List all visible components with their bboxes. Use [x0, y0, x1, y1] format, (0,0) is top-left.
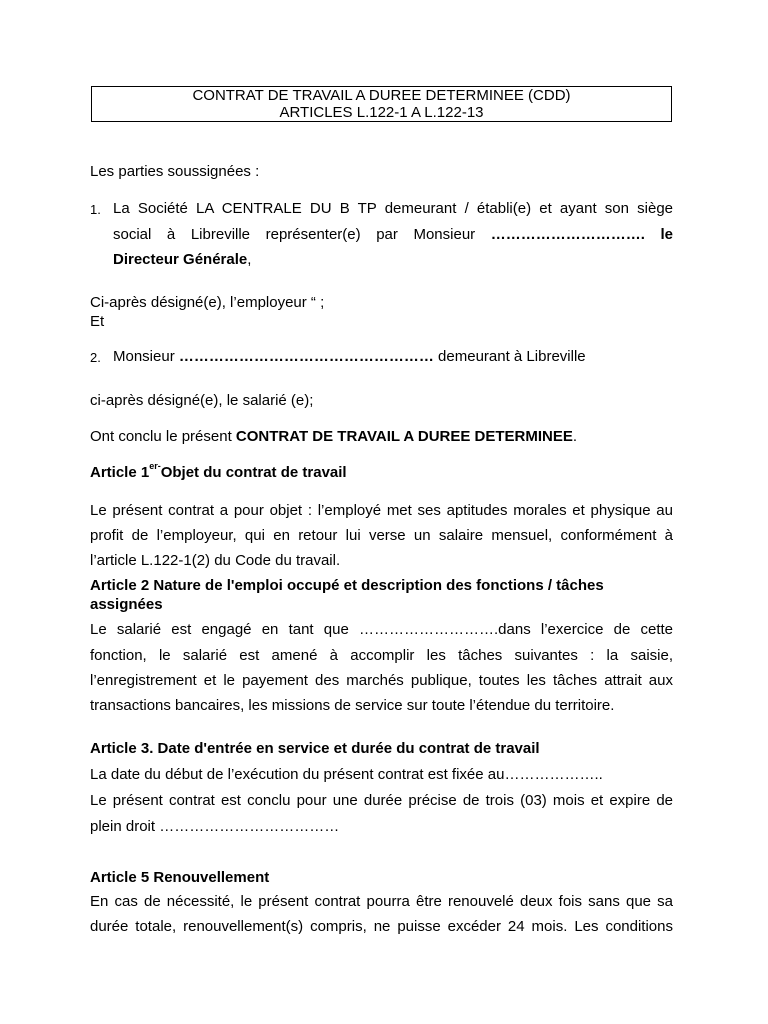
employer-label: Ci-après désigné(e), l’employeur “ ;: [90, 294, 325, 311]
et-label: Et: [90, 313, 105, 330]
article2-heading-line1: Article 2 Nature de l'emploi occupé et description des fonctions / tâches: [90, 577, 604, 594]
employee-label: ci-après désigné(e), le salarié (e);: [90, 392, 314, 409]
article2-line: Le salarié est engagé en tant que ……………………….dans l’exercice de cette: [90, 621, 673, 638]
party1-line3: Directeur Générale,: [113, 251, 252, 268]
party1-line1: La Société LA CENTRALE DU B TP demeurant / établi(e) et ayant son siège: [113, 200, 673, 217]
article1-line: profit de l’employeur, qui en retour lui verse un salaire mensuel, conformément à: [90, 527, 673, 544]
party1-dots: …………………………. le: [490, 226, 673, 243]
title-line-2: ARTICLES L.122-1 A L.122-13: [279, 104, 484, 121]
article2-heading-line2: assignées: [90, 596, 163, 613]
article1-line: Le présent contrat a pour objet : l’employé met ses aptitudes morales et physique au: [90, 502, 673, 519]
party1-number: 1.: [90, 202, 101, 217]
article3-heading: Article 3. Date d'entrée en service et durée du contrat de travail: [90, 740, 540, 757]
parties-intro: Les parties soussignées :: [90, 163, 260, 180]
party1-line2-text: social à Libreville représenter(e) par Monsieur: [113, 226, 476, 243]
article5-line: durée totale, renouvellement(s) compris, ne puisse excéder 24 mois. Les conditions: [90, 918, 673, 935]
party2-line: Monsieur …………………………………………… demeurant à Libreville: [113, 348, 586, 365]
article3-line: La date du début de l’exécution du présent contrat est fixée au………………..: [90, 766, 603, 783]
article2-line: l’enregistrement et le payement des marchés publique, toutes les tâches attrait aux: [90, 672, 673, 689]
article1-line: l’article L.122-1(2) du Code du travail.: [90, 552, 341, 569]
title-box: [91, 86, 672, 122]
article1-heading: Article $1^{er-}Objet$ du contrat de travail: [90, 461, 347, 481]
title-line-1: CONTRAT DE TRAVAIL A DUREE DETERMINEE (CDD): [192, 87, 571, 104]
party2-number: 2.: [90, 350, 101, 365]
party1-role: Directeur Générale: [113, 251, 248, 268]
article5-heading: Article 5 Renouvellement: [90, 869, 270, 886]
article2-line: fonction, le salarié est amené à accomplir les tâches suivantes : la saisie,: [90, 647, 673, 664]
article2-line: transactions bancaires, les missions de service sur toute l’étendue du territoire.: [90, 697, 615, 714]
concluded-line: Ont conclu le présent CONTRAT DE TRAVAIL A DUREE DETERMINEE.: [90, 428, 578, 445]
party1-line2: [113, 226, 673, 243]
article3-line: plein droit ………………………………: [90, 818, 340, 835]
article5-line: En cas de nécessité, le présent contrat pourra être renouvelé deux fois sans que sa: [90, 893, 673, 910]
party2-dots: ……………………………………………: [178, 348, 434, 365]
article3-line: Le présent contrat est conclu pour une durée précise de trois (03) mois et expire de: [90, 792, 673, 809]
